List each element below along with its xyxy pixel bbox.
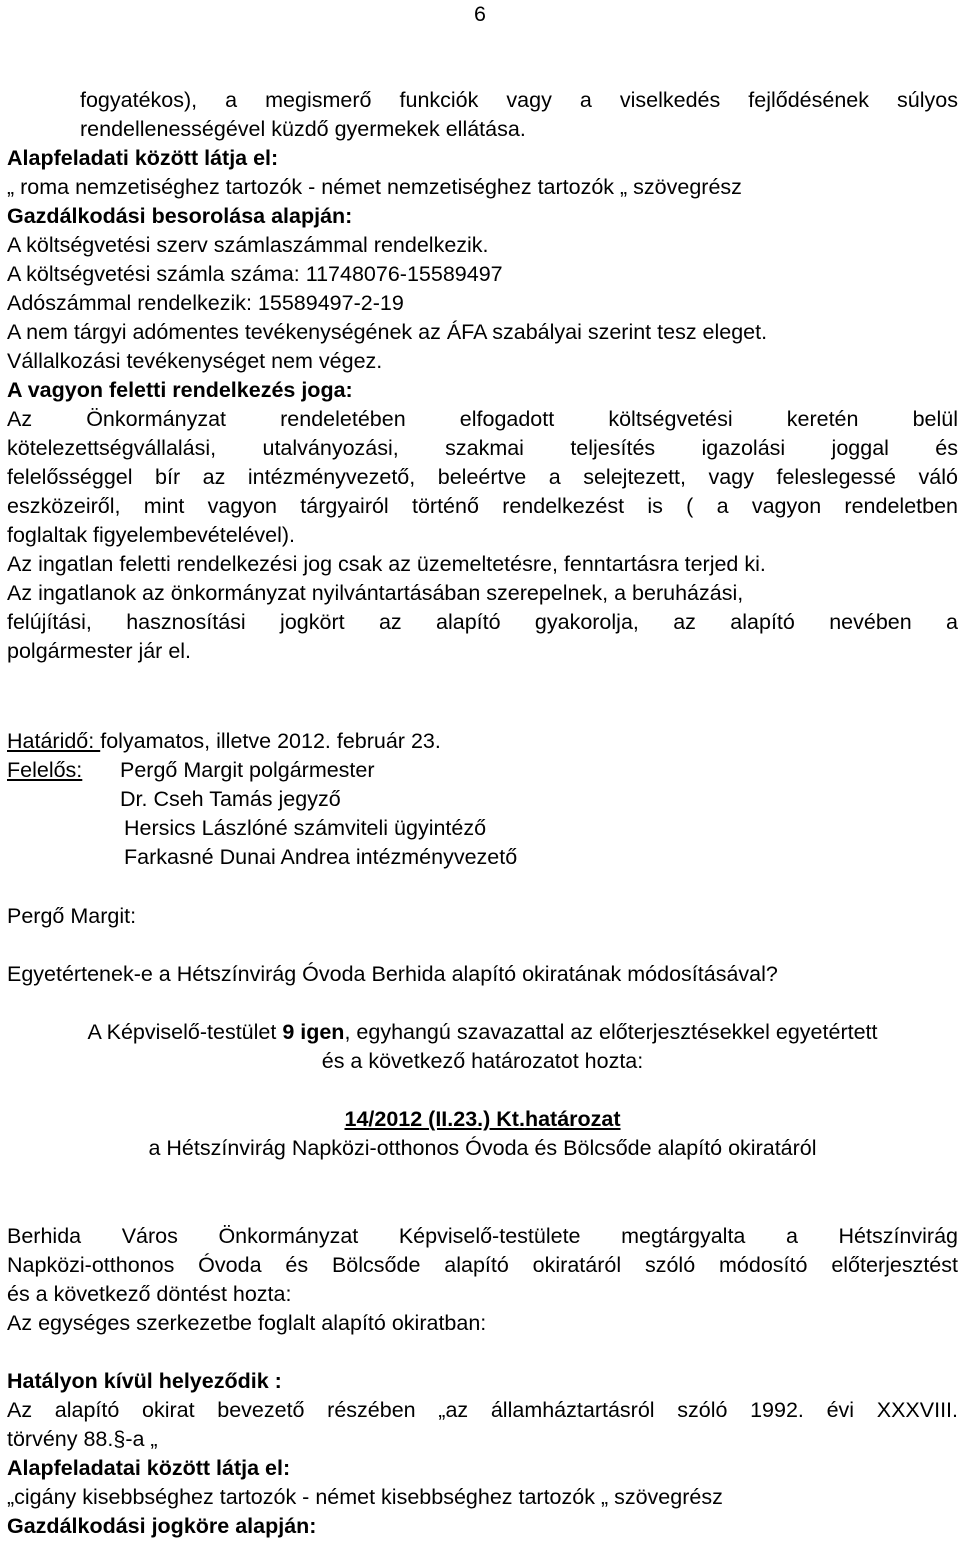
section-heading: Gazdálkodási jogköre alapján: <box>7 1514 317 1538</box>
paragraph-line: Az alapító okirat bevezető részében „az államháztartásról szóló 1992. évi XXXVIII. <box>7 1398 958 1422</box>
paragraph-line: A költségvetési számla száma: 11748076-15589497 <box>7 262 503 286</box>
responsible-label: Felelős: <box>7 758 83 782</box>
paragraph-line: felújítási, hasznosítási jogkört az alapító gyakorolja, az alapító nevében a <box>7 610 958 634</box>
deadline-label: Határidő: <box>7 729 101 753</box>
section-heading: Hatályon kívül helyeződik : <box>7 1369 282 1393</box>
resolution-number: 14/2012 (II.23.) Kt.határozat <box>344 1107 621 1131</box>
section-heading: Alapfeladatai között látja el: <box>7 1456 291 1480</box>
speaker-name: Pergő Margit: <box>7 904 137 928</box>
question-line: Egyetértenek-e a Hétszínvirág Óvoda Berhida alapító okiratának módosításával? <box>7 962 778 986</box>
paragraph-line: „cigány kisebbséghez tartozók - német kisebbséghez tartozók „ szövegrész <box>7 1485 723 1509</box>
paragraph-line: felelősséggel bír az intézményvezető, beleértve a selejtezett, vagy feleslegessé váló <box>7 465 958 489</box>
decision-line: Napközi-otthonos Óvoda és Bölcsőde alapító okiratáról szóló módosító előterjesztést <box>7 1253 958 1277</box>
paragraph-line: polgármester jár el. <box>7 639 192 663</box>
vote-count: 9 igen <box>282 1020 345 1044</box>
section-heading: A vagyon feletti rendelkezés joga: <box>7 378 353 402</box>
decision-line: és a következő döntést hozta: <box>7 1282 292 1306</box>
responsible-person: Hersics Lászlóné számviteli ügyintéző <box>124 816 487 840</box>
paragraph-line: eszközeiről, mint vagyon tárgyairól történő rendelkezést is ( a vagyon rendeletben <box>7 494 958 518</box>
decision-line: Az egységes szerkezetbe foglalt alapító okiratban: <box>7 1311 487 1335</box>
vote-line: és a következő határozatot hozta: <box>321 1049 644 1073</box>
vote-line: A Képviselő-testület 9 igen, egyhangú szavazattal az előterjesztésekkel egyetértett <box>87 1020 878 1044</box>
paragraph-line: Vállalkozási tevékenységet nem végez. <box>7 349 383 373</box>
paragraph-line: A költségvetési szerv számlaszámmal rendelkezik. <box>7 233 489 257</box>
responsible-person: Dr. Cseh Tamás jegyző <box>120 787 341 811</box>
section-heading: Alapfeladati között látja el: <box>7 146 279 170</box>
paragraph-line: fogyatékos), a megismerő funkciók vagy a viselkedés fejlődésének súlyos <box>80 88 958 112</box>
paragraph-line: Az Önkormányzat rendeletében elfogadott költségvetési keretén belül <box>7 407 958 431</box>
paragraph-line: foglaltak figyelembevételével). <box>7 523 296 547</box>
paragraph-line: kötelezettségvállalási, utalványozási, szakmai teljesítés igazolási joggal és <box>7 436 958 460</box>
paragraph-line: Adószámmal rendelkezik: 15589497-2-19 <box>7 291 404 315</box>
responsible-person: Farkasné Dunai Andrea intézményvezető <box>124 845 518 869</box>
decision-line: Berhida Város Önkormányzat Képviselő-testülete megtárgyalta a Hétszínvirág <box>7 1224 958 1248</box>
resolution-subject: a Hétszínvirág Napközi-otthonos Óvoda és Bölcsőde alapító okiratáról <box>148 1136 817 1160</box>
paragraph-line: Az ingatlanok az önkormányzat nyilvántartásában szerepelnek, a beruházási, <box>7 581 744 605</box>
deadline-value: folyamatos, illetve 2012. február 23. <box>100 729 441 753</box>
deadline-row <box>7 727 958 756</box>
paragraph-line: rendellenességével küzdő gyermekek ellátása. <box>80 117 526 141</box>
responsible-person: Pergő Margit polgármester <box>120 758 375 782</box>
section-heading: Gazdálkodási besorolása alapján: <box>7 204 353 228</box>
page-number: 6 <box>474 2 486 26</box>
paragraph-line: A nem tárgyi adómentes tevékenységének az ÁFA szabályai szerint tesz eleget. <box>7 320 768 344</box>
paragraph-line: Az ingatlan feletti rendelkezési jog csak az üzemeltetésre, fenntartásra terjed ki. <box>7 552 766 576</box>
paragraph-line: törvény 88.§-a „ <box>7 1427 158 1451</box>
paragraph-line: „ roma nemzetiséghez tartozók - német nemzetiséghez tartozók „ szövegrész <box>7 175 742 199</box>
